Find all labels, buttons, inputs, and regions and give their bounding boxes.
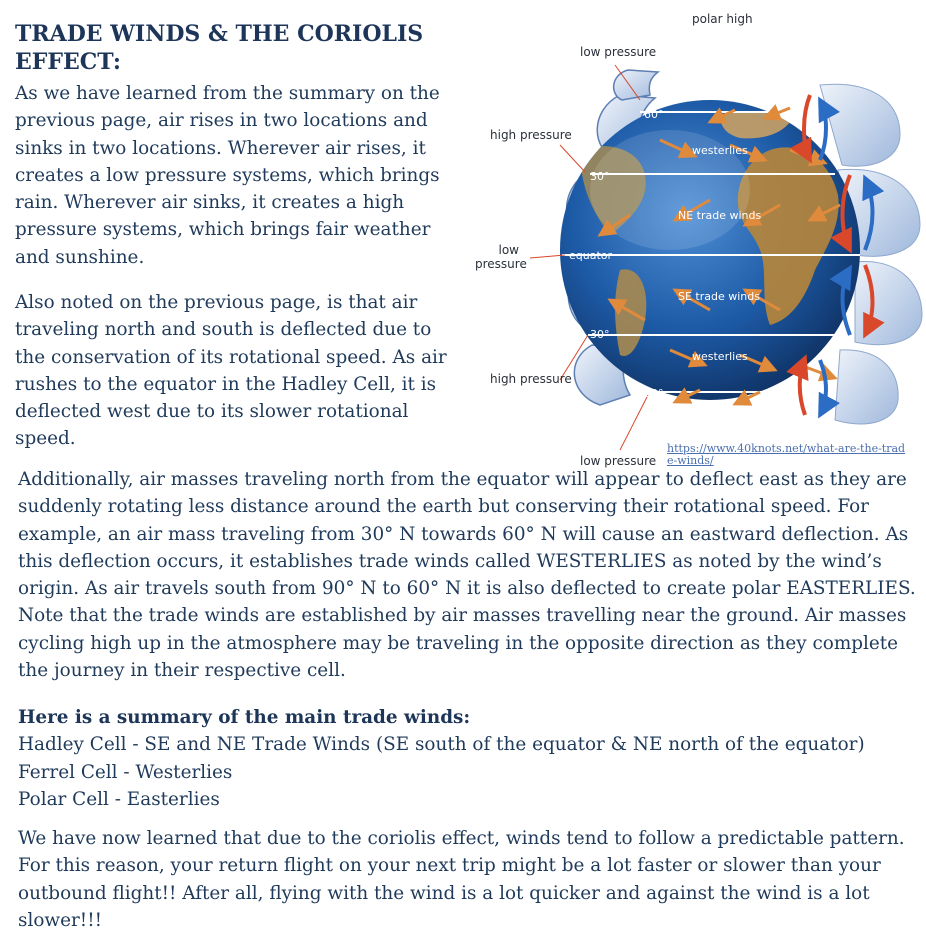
summary-item-hadley: Hadley Cell - SE and NE Trade Winds (SE south of the equator & NE north of the equator) bbox=[18, 734, 865, 756]
se-trade-winds-label: SE trade winds bbox=[678, 290, 760, 303]
lat-60n-label: 60° bbox=[644, 108, 664, 121]
polar-high-label: polar high bbox=[692, 12, 753, 26]
summary-item-polar: Polar Cell - Easterlies bbox=[18, 788, 220, 810]
westerlies-north-label: westerlies bbox=[692, 144, 748, 157]
globe-illustration bbox=[470, 0, 926, 470]
summary-heading: Here is a summary of the main trade winds: bbox=[18, 707, 471, 728]
lat-30n-label: 30° bbox=[590, 170, 610, 183]
intro-paragraph: As we have learned from the summary on the previous page, air rises in two locations and sinks in two locations. Wherever air rises, it creates a low pressure systems, which brings rain. Wherever air sinks, it creates a high pressure systems, which brings fair weather and sunshine. bbox=[15, 83, 440, 268]
westerlies-south-label: westerlies bbox=[692, 350, 748, 363]
high-pressure-top-label: high pressure bbox=[490, 128, 572, 142]
trade-winds-diagram bbox=[470, 0, 926, 470]
lat-60s-label: 60° bbox=[644, 387, 664, 400]
high-pressure-bottom-label: high pressure bbox=[490, 372, 572, 386]
trade-winds-summary bbox=[18, 704, 918, 813]
equator-label: equator bbox=[569, 249, 613, 262]
low-pressure-mid-label: low pressure bbox=[475, 243, 527, 271]
summary-item-ferrel: Ferrel Cell - Westerlies bbox=[18, 761, 233, 783]
deflection-paragraph: Also noted on the previous page, is that air traveling north and south is deflected due to the conservation of its rotational speed. As air rushes to the equator in the Hadley Cell, it is deflected west due to its slower rotational speed. bbox=[15, 292, 447, 450]
source-link[interactable]: https://www.40knots.net/what-are-the-trade-winds/ bbox=[667, 442, 906, 467]
westerlies-paragraph: Additionally, air masses traveling north from the equator will appear to deflect east as they are suddenly rotating less distance around the earth but conserving their rotational speed. For example, an air mass traveling from 30° N towards 60° N will cause an eastward deflection. As this deflection occurs, it establishes trade winds called WESTERLIES as noted by the wind’s origin. As air travels south from 90° N to 60° N it is also deflected to create polar EASTERLIES. Note that the trade winds are established by air masses travelling near the ground. Air masses cycling high up in the atmosphere may be traveling in the opposite direction as they complete the journey in their respective cell. bbox=[18, 469, 916, 682]
lat-30s-label: 30° bbox=[590, 328, 610, 341]
low-pressure-top-label: low pressure bbox=[580, 45, 657, 59]
conclusion-paragraph: We have now learned that due to the coriolis effect, winds tend to follow a predictable pattern. For this reason, your return flight on your next trip might be a lot faster or slower than your outbound flight!! After all, flying with the wind is a lot quicker and against the wind is a lot slower!!! bbox=[18, 828, 905, 931]
ne-trade-winds-label: NE trade winds bbox=[678, 209, 762, 222]
page-title: TRADE WINDS & THE CORIOLIS EFFECT: bbox=[15, 21, 424, 75]
low-pressure-bottom-label: low pressure bbox=[580, 454, 657, 468]
